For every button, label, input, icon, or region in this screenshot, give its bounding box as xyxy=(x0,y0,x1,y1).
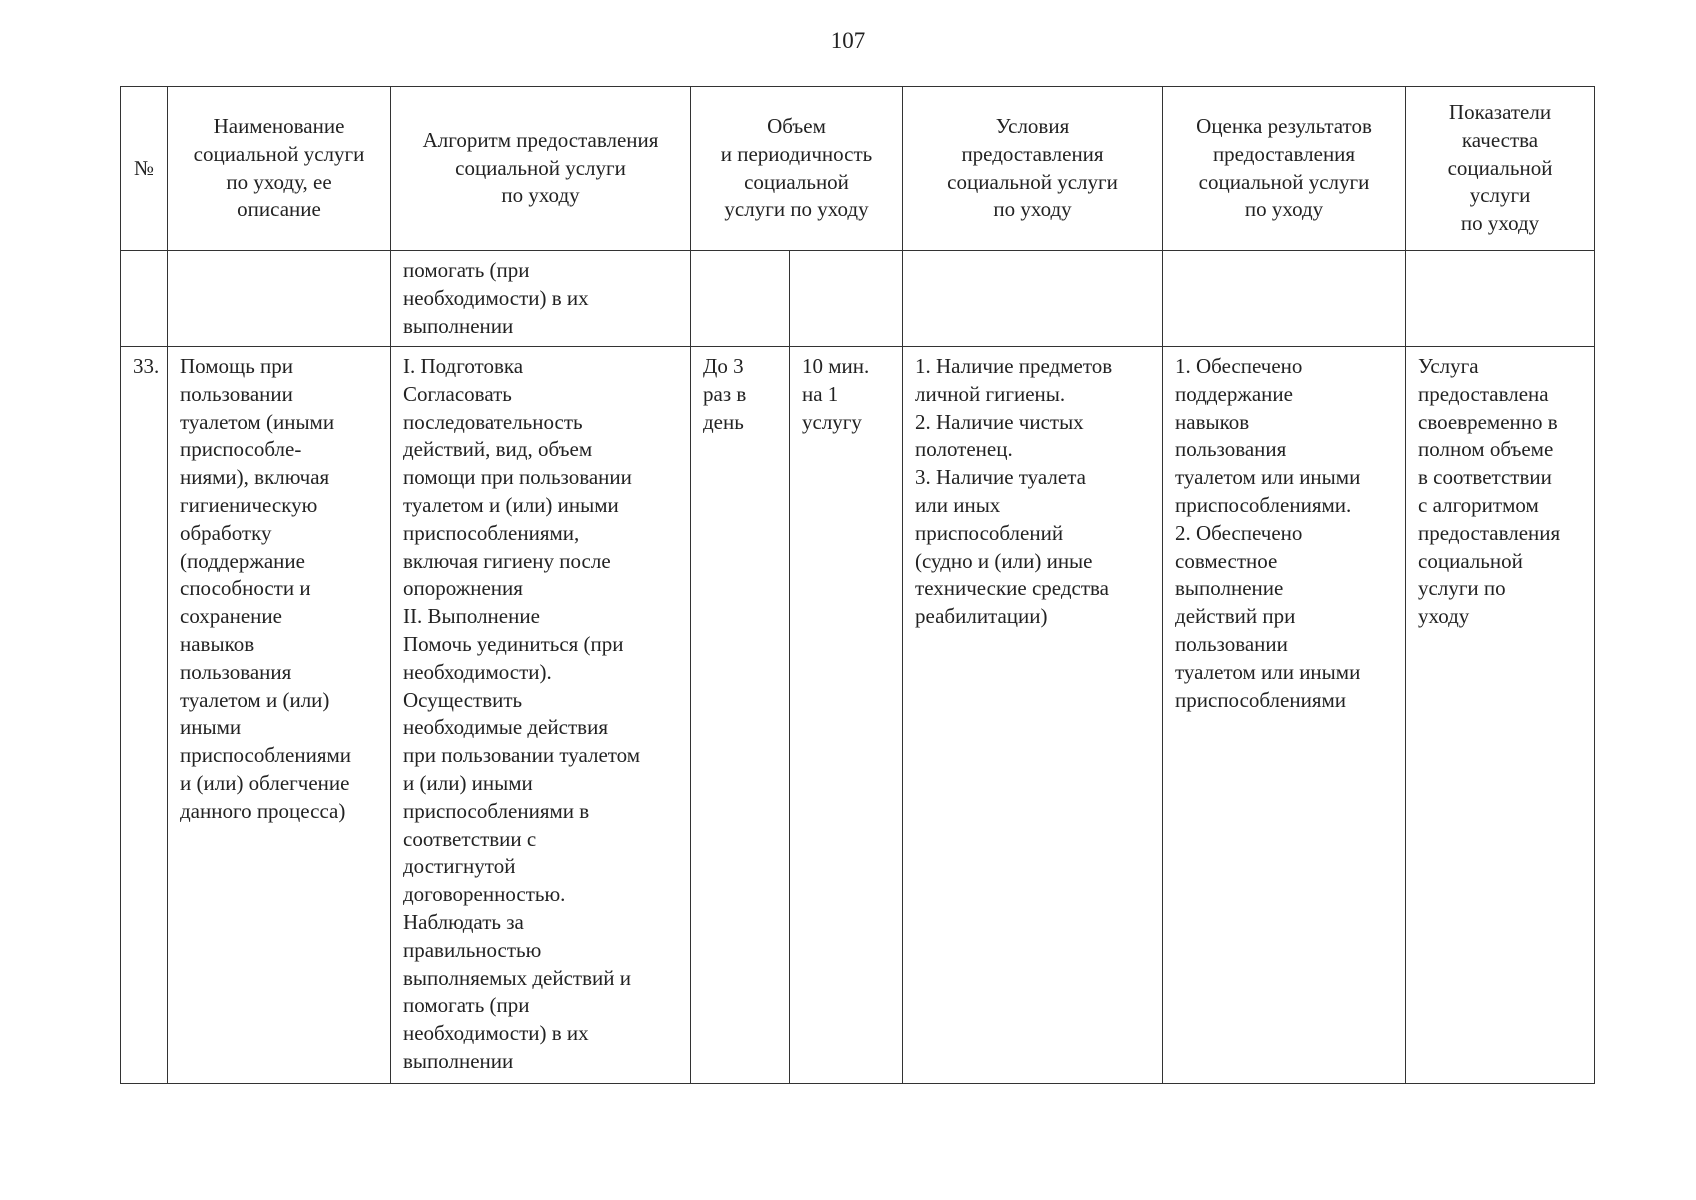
page-number: 107 xyxy=(830,28,866,53)
continuation-quality-cell xyxy=(1406,251,1595,347)
table-row-33 xyxy=(121,347,1595,1084)
algorithm-cell: I. Подготовка Согласовать последовательность действий, вид, объем помощи при пользовании туалетом и (или) иными приспособлениями, включая гигиену после опорожнения II. Выполнение Помочь уединиться (при необходимости). Осуществить необходимые действия при пользовании туалетом и (или) иными приспособлениями в соответствии с достигнутой договоренностью. Наблюдать за правильностью выполняемых действий и помогать (при необходимости) в их выполнении xyxy=(391,347,691,1084)
header-volume-frequency: Объем и периодичность социальной услуги по уходу xyxy=(691,87,903,251)
frequency-cell: До 3 раз в день xyxy=(691,347,790,1084)
header-service-name: Наименование социальной услуги по уходу, ее описание xyxy=(168,87,391,251)
row-number: 33. xyxy=(121,347,168,1084)
continuation-evaluation-cell xyxy=(1163,251,1406,347)
header-evaluation: Оценка результатов предоставления социальной услуги по уходу xyxy=(1163,87,1406,251)
conditions-cell: 1. Наличие предметов личной гигиены. 2. Наличие чистых полотенец. 3. Наличие туалета или иных приспособлений (судно и (или) иные технические средства реабилитации) xyxy=(903,347,1163,1084)
duration-cell: 10 мин. на 1 услугу xyxy=(790,347,903,1084)
continuation-name-cell xyxy=(168,251,391,347)
continuation-frequency-cell xyxy=(691,251,790,347)
header-row xyxy=(121,87,1595,251)
header-algorithm: Алгоритм предоставления социальной услуги по уходу xyxy=(391,87,691,251)
continuation-algorithm-cell: помогать (при необходимости) в их выполнении xyxy=(391,251,691,347)
evaluation-cell: 1. Обеспечено поддержание навыков пользования туалетом или иными приспособлениями. 2. Обеспечено совместное выполнение действий при пользовании туалетом или иными приспособлениями xyxy=(1163,347,1406,1084)
continuation-duration-cell xyxy=(790,251,903,347)
continuation-number-cell xyxy=(121,251,168,347)
service-name-cell: Помощь при пользовании туалетом (иными приспособле- ниями), включая гигиеническую обработку (поддержание способности и сохранение навыков пользования туалетом и (или) иными приспособлениями и (или) облегчение данного процесса) xyxy=(168,347,391,1084)
quality-cell: Услуга предоставлена своевременно в полном объеме в соответствии с алгоритмом предоставления социальной услуги по уходу xyxy=(1406,347,1595,1084)
continuation-conditions-cell xyxy=(903,251,1163,347)
continuation-row xyxy=(121,251,1595,347)
header-conditions: Условия предоставления социальной услуги по уходу xyxy=(903,87,1163,251)
header-number: № xyxy=(121,87,168,251)
header-quality: Показатели качества социальной услуги по уходу xyxy=(1406,87,1595,251)
services-table xyxy=(120,86,1595,1084)
